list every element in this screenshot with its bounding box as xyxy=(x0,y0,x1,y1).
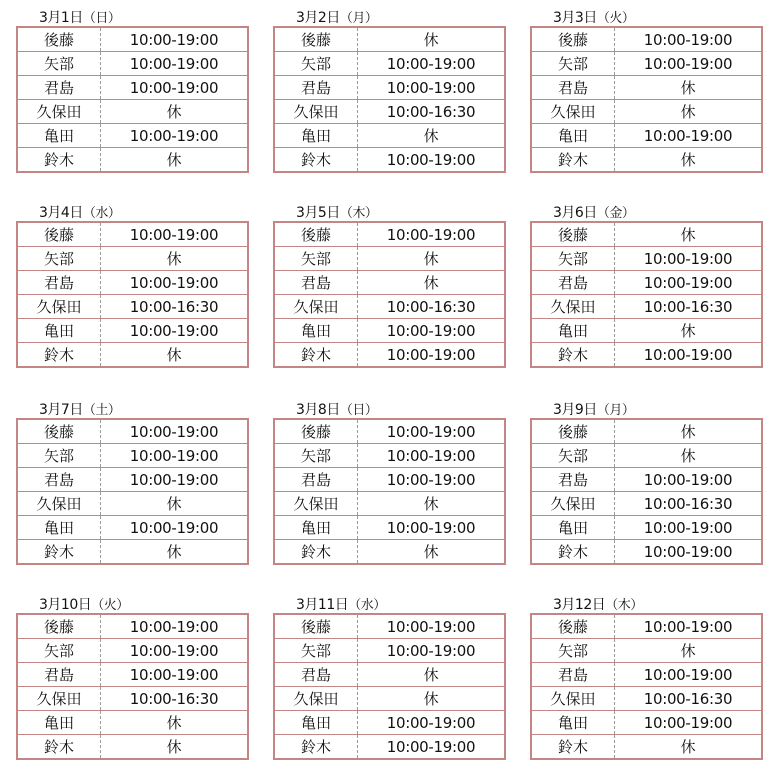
staff-name: 後藤 xyxy=(17,27,101,52)
shift-table xyxy=(273,418,506,565)
date-label: 3月8日 xyxy=(296,402,340,418)
shift-time: 10:00-19:00 xyxy=(101,319,249,343)
table-row xyxy=(17,295,248,319)
table-row xyxy=(17,52,248,76)
table-row xyxy=(531,639,762,663)
shift-time: 休 xyxy=(101,492,249,516)
staff-name: 後藤 xyxy=(274,614,358,639)
staff-name: 久保田 xyxy=(274,295,358,319)
staff-name: 君島 xyxy=(274,663,358,687)
table-row xyxy=(274,148,505,173)
shift-time: 休 xyxy=(101,100,249,124)
shift-time: 10:00-16:30 xyxy=(358,100,506,124)
staff-name: 後藤 xyxy=(274,419,358,444)
weekday-label: （火） xyxy=(596,11,635,26)
shift-time: 10:00-19:00 xyxy=(101,663,249,687)
table-row xyxy=(17,492,248,516)
staff-name: 亀田 xyxy=(17,319,101,343)
day-title xyxy=(39,597,129,614)
table-row xyxy=(531,735,762,760)
shift-time: 10:00-19:00 xyxy=(615,271,763,295)
staff-name: 亀田 xyxy=(17,711,101,735)
staff-name: 鈴木 xyxy=(274,540,358,565)
table-row xyxy=(531,419,762,444)
day-title xyxy=(296,402,377,419)
weekday-label: （火） xyxy=(91,598,129,613)
weekday-label: （木） xyxy=(339,206,378,221)
shift-time: 10:00-19:00 xyxy=(358,76,506,100)
staff-name: 久保田 xyxy=(17,492,101,516)
staff-name: 矢部 xyxy=(274,639,358,663)
shift-time: 10:00-19:00 xyxy=(386,737,476,756)
staff-name: 矢部 xyxy=(274,247,358,271)
staff-name: 矢部 xyxy=(17,639,101,663)
table-row xyxy=(274,343,505,368)
table-row xyxy=(17,468,248,492)
weekday-label: （日） xyxy=(339,403,378,418)
table-row xyxy=(531,295,762,319)
table-row xyxy=(274,76,505,100)
shift-time: 休 xyxy=(358,271,506,295)
table-row xyxy=(17,27,248,52)
table-row xyxy=(274,295,505,319)
table-row xyxy=(274,735,505,760)
table-row xyxy=(531,492,762,516)
shift-time: 10:00-19:00 xyxy=(615,614,763,639)
staff-name: 久保田 xyxy=(17,687,101,711)
shift-time: 休 xyxy=(615,76,763,100)
staff-name: 矢部 xyxy=(17,247,101,271)
table-row xyxy=(17,687,248,711)
table-row xyxy=(531,687,762,711)
staff-name: 亀田 xyxy=(531,516,615,540)
shift-table xyxy=(530,418,763,565)
day-title xyxy=(296,205,377,222)
table-row xyxy=(17,711,248,735)
staff-name: 亀田 xyxy=(274,711,358,735)
shift-table xyxy=(16,26,249,173)
shift-time: 10:00-19:00 xyxy=(615,247,763,271)
shift-time: 休 xyxy=(358,687,506,711)
staff-name: 後藤 xyxy=(531,27,615,52)
table-row xyxy=(274,614,505,639)
table-row xyxy=(274,444,505,468)
staff-name: 後藤 xyxy=(274,27,358,52)
table-row xyxy=(17,419,248,444)
staff-name: 鈴木 xyxy=(17,343,101,368)
staff-name: 君島 xyxy=(531,663,615,687)
shift-table xyxy=(16,613,249,760)
staff-name: 後藤 xyxy=(17,614,101,639)
shift-time: 10:00-19:00 xyxy=(101,468,249,492)
shift-time: 10:00-19:00 xyxy=(615,711,763,735)
staff-name: 君島 xyxy=(274,468,358,492)
shift-time: 休 xyxy=(358,27,506,52)
day-title xyxy=(296,597,386,614)
table-row xyxy=(274,319,505,343)
weekday-label: （月） xyxy=(339,11,378,26)
staff-name: 久保田 xyxy=(274,687,358,711)
shift-time: 10:00-19:00 xyxy=(358,614,506,639)
shift-table xyxy=(16,418,249,565)
weekday-label: （日） xyxy=(82,11,121,26)
shift-time: 10:00-16:30 xyxy=(615,492,763,516)
table-row xyxy=(531,148,762,173)
staff-name: 久保田 xyxy=(17,295,101,319)
shift-table xyxy=(273,221,506,368)
shift-time: 10:00-19:00 xyxy=(615,468,763,492)
shift-time: 10:00-19:00 xyxy=(358,419,506,444)
day-title xyxy=(39,205,120,222)
table-row xyxy=(17,222,248,247)
table-row xyxy=(17,100,248,124)
staff-name: 矢部 xyxy=(531,52,615,76)
table-row xyxy=(17,247,248,271)
shift-table xyxy=(16,221,249,368)
shift-time: 10:00-16:30 xyxy=(615,687,763,711)
shift-table xyxy=(273,26,506,173)
table-row xyxy=(17,540,248,565)
shift-time: 10:00-19:00 xyxy=(101,419,249,444)
staff-name: 後藤 xyxy=(531,222,615,247)
staff-name: 君島 xyxy=(274,76,358,100)
weekday-label: （土） xyxy=(82,403,121,418)
staff-name: 君島 xyxy=(17,468,101,492)
date-label: 3月3日 xyxy=(553,10,597,26)
table-row xyxy=(531,271,762,295)
staff-name: 亀田 xyxy=(531,711,615,735)
table-row xyxy=(531,444,762,468)
staff-name: 久保田 xyxy=(531,492,615,516)
table-row xyxy=(274,516,505,540)
shift-time: 10:00-19:00 xyxy=(358,639,506,663)
shift-time: 10:00-19:00 xyxy=(386,150,476,169)
shift-time: 10:00-19:00 xyxy=(101,444,249,468)
staff-name: 鈴木 xyxy=(274,148,358,173)
date-label: 3月4日 xyxy=(39,205,83,221)
table-row xyxy=(274,52,505,76)
shift-time: 休 xyxy=(615,444,763,468)
shift-table xyxy=(273,613,506,760)
day-title xyxy=(39,402,120,419)
table-row xyxy=(17,76,248,100)
staff-name: 君島 xyxy=(274,271,358,295)
shift-time: 休 xyxy=(680,737,696,756)
table-row xyxy=(274,540,505,565)
day-title xyxy=(553,205,634,222)
shift-time: 休 xyxy=(358,247,506,271)
table-row xyxy=(17,639,248,663)
shift-time: 10:00-19:00 xyxy=(358,222,506,247)
shift-table xyxy=(530,26,763,173)
staff-name: 亀田 xyxy=(17,516,101,540)
table-row xyxy=(17,444,248,468)
table-row xyxy=(531,124,762,148)
table-row xyxy=(17,663,248,687)
shift-time: 10:00-19:00 xyxy=(615,516,763,540)
shift-time: 休 xyxy=(101,711,249,735)
shift-time: 10:00-16:30 xyxy=(615,295,763,319)
shift-time: 10:00-19:00 xyxy=(358,516,506,540)
table-row xyxy=(274,100,505,124)
staff-name: 矢部 xyxy=(531,247,615,271)
staff-name: 矢部 xyxy=(274,52,358,76)
table-row xyxy=(531,343,762,368)
shift-time: 10:00-19:00 xyxy=(615,27,763,52)
staff-name: 亀田 xyxy=(274,319,358,343)
weekday-label: （月） xyxy=(596,403,635,418)
shift-time: 10:00-19:00 xyxy=(358,319,506,343)
shift-time: 10:00-19:00 xyxy=(101,52,249,76)
table-row xyxy=(274,639,505,663)
weekday-label: （水） xyxy=(348,598,386,613)
staff-name: 君島 xyxy=(531,76,615,100)
shift-time: 休 xyxy=(101,247,249,271)
staff-name: 亀田 xyxy=(17,124,101,148)
shift-time: 10:00-16:30 xyxy=(101,295,249,319)
table-row xyxy=(531,247,762,271)
table-row xyxy=(274,468,505,492)
shift-time: 10:00-19:00 xyxy=(101,76,249,100)
staff-name: 矢部 xyxy=(274,444,358,468)
table-row xyxy=(274,687,505,711)
table-row xyxy=(274,419,505,444)
table-row xyxy=(274,247,505,271)
date-label: 3月10日 xyxy=(39,597,92,613)
shift-time: 休 xyxy=(615,222,763,247)
staff-name: 鈴木 xyxy=(531,540,615,565)
date-label: 3月1日 xyxy=(39,10,83,26)
shift-time: 休 xyxy=(166,345,182,364)
table-row xyxy=(531,711,762,735)
day-title xyxy=(296,10,377,27)
staff-name: 君島 xyxy=(17,76,101,100)
table-row xyxy=(531,319,762,343)
shift-time: 休 xyxy=(358,663,506,687)
shift-time: 休 xyxy=(166,737,182,756)
staff-name: 鈴木 xyxy=(17,148,101,173)
shift-time: 10:00-19:00 xyxy=(358,468,506,492)
staff-name: 君島 xyxy=(17,663,101,687)
shift-time: 10:00-19:00 xyxy=(101,639,249,663)
shift-table xyxy=(530,221,763,368)
table-row xyxy=(531,27,762,52)
staff-name: 久保田 xyxy=(274,100,358,124)
table-row xyxy=(274,124,505,148)
shift-time: 10:00-19:00 xyxy=(101,27,249,52)
shift-time: 休 xyxy=(680,150,696,169)
table-row xyxy=(17,124,248,148)
date-label: 3月9日 xyxy=(553,402,597,418)
staff-name: 久保田 xyxy=(531,295,615,319)
table-row xyxy=(274,711,505,735)
shift-time: 休 xyxy=(358,492,506,516)
date-label: 3月11日 xyxy=(296,597,349,613)
staff-name: 鈴木 xyxy=(531,343,615,368)
table-row xyxy=(274,492,505,516)
shift-time: 休 xyxy=(166,542,182,561)
staff-name: 後藤 xyxy=(17,419,101,444)
date-label: 3月7日 xyxy=(39,402,83,418)
shift-time: 10:00-19:00 xyxy=(386,345,476,364)
staff-name: 君島 xyxy=(17,271,101,295)
staff-name: 鈴木 xyxy=(17,735,101,760)
staff-name: 鈴木 xyxy=(274,735,358,760)
table-row xyxy=(531,614,762,639)
shift-time: 10:00-19:00 xyxy=(643,345,733,364)
shift-time: 10:00-19:00 xyxy=(358,711,506,735)
table-row xyxy=(531,516,762,540)
table-row xyxy=(17,148,248,173)
shift-time: 休 xyxy=(166,150,182,169)
shift-time: 休 xyxy=(615,639,763,663)
staff-name: 鈴木 xyxy=(274,343,358,368)
shift-time: 10:00-16:30 xyxy=(101,687,249,711)
staff-name: 久保田 xyxy=(531,100,615,124)
shift-time: 10:00-19:00 xyxy=(101,516,249,540)
table-row xyxy=(531,100,762,124)
shift-time: 休 xyxy=(615,100,763,124)
shift-time: 休 xyxy=(615,319,763,343)
date-label: 3月5日 xyxy=(296,205,340,221)
staff-name: 矢部 xyxy=(17,444,101,468)
table-row xyxy=(531,540,762,565)
staff-name: 矢部 xyxy=(531,639,615,663)
shift-table xyxy=(530,613,763,760)
staff-name: 君島 xyxy=(531,468,615,492)
day-title xyxy=(39,10,120,27)
day-title xyxy=(553,10,634,27)
shift-time: 10:00-19:00 xyxy=(358,444,506,468)
staff-name: 亀田 xyxy=(274,124,358,148)
shift-time: 10:00-19:00 xyxy=(101,271,249,295)
staff-name: 亀田 xyxy=(531,124,615,148)
staff-name: 矢部 xyxy=(17,52,101,76)
table-row xyxy=(531,468,762,492)
shift-time: 10:00-19:00 xyxy=(358,52,506,76)
table-row xyxy=(531,663,762,687)
shift-time: 10:00-19:00 xyxy=(101,124,249,148)
date-label: 3月12日 xyxy=(553,597,606,613)
shift-time: 10:00-19:00 xyxy=(615,124,763,148)
table-row xyxy=(17,343,248,368)
shift-time: 10:00-19:00 xyxy=(101,614,249,639)
date-label: 3月2日 xyxy=(296,10,340,26)
staff-name: 亀田 xyxy=(531,319,615,343)
staff-name: 後藤 xyxy=(531,614,615,639)
weekday-label: （木） xyxy=(605,598,643,613)
table-row xyxy=(274,663,505,687)
table-row xyxy=(274,271,505,295)
shift-time: 10:00-19:00 xyxy=(643,542,733,561)
day-title xyxy=(553,597,643,614)
shift-time: 10:00-19:00 xyxy=(101,222,249,247)
staff-name: 久保田 xyxy=(531,687,615,711)
shift-time: 休 xyxy=(615,419,763,444)
table-row xyxy=(17,271,248,295)
day-title xyxy=(553,402,634,419)
staff-name: 亀田 xyxy=(274,516,358,540)
staff-name: 君島 xyxy=(531,271,615,295)
staff-name: 久保田 xyxy=(274,492,358,516)
table-row xyxy=(274,222,505,247)
table-row xyxy=(17,516,248,540)
staff-name: 鈴木 xyxy=(17,540,101,565)
weekday-label: （金） xyxy=(596,206,635,221)
table-row xyxy=(17,319,248,343)
staff-name: 後藤 xyxy=(17,222,101,247)
table-row xyxy=(274,27,505,52)
shift-time: 休 xyxy=(358,124,506,148)
shift-time: 10:00-19:00 xyxy=(615,52,763,76)
staff-name: 鈴木 xyxy=(531,735,615,760)
staff-name: 矢部 xyxy=(531,444,615,468)
staff-name: 久保田 xyxy=(17,100,101,124)
staff-name: 後藤 xyxy=(531,419,615,444)
table-row xyxy=(17,735,248,760)
weekday-label: （水） xyxy=(82,206,121,221)
shift-time: 休 xyxy=(423,542,439,561)
table-row xyxy=(531,76,762,100)
shift-time: 10:00-19:00 xyxy=(615,663,763,687)
staff-name: 鈴木 xyxy=(531,148,615,173)
table-row xyxy=(531,52,762,76)
table-row xyxy=(17,614,248,639)
table-row xyxy=(531,222,762,247)
staff-name: 後藤 xyxy=(274,222,358,247)
shift-time: 10:00-16:30 xyxy=(358,295,506,319)
date-label: 3月6日 xyxy=(553,205,597,221)
